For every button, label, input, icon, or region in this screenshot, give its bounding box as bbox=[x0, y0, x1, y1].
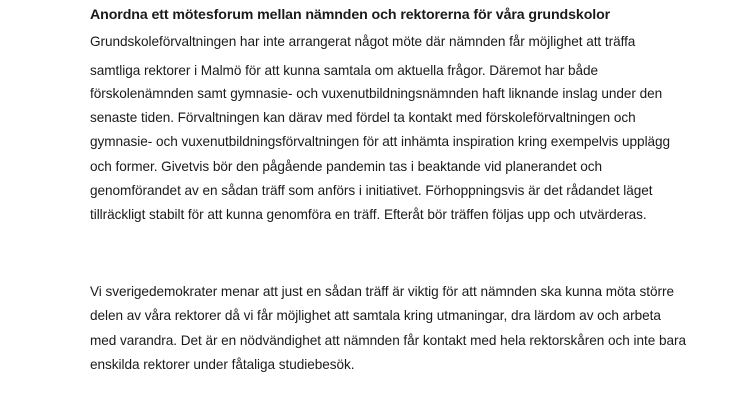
paragraph-line: delen av våra rektorer då vi får möjlighet att samtala kring utmaningar, dra lärdom av och arbeta bbox=[90, 308, 661, 323]
paragraph-line: Vi sverigedemokrater menar att just en sådan träff är viktig för att nämnden ska kunna möta större bbox=[90, 284, 674, 299]
paragraph-line: Grundskoleförvaltningen har inte arrangerat något möte där nämnden får möjlighet att träffa bbox=[90, 34, 636, 49]
paragraph-line: enskilda rektorer under fåtaliga studiebesök. bbox=[90, 357, 355, 372]
section-heading: Anordna ett mötesforum mellan nämnden och rektorerna för våra grundskolor bbox=[90, 7, 611, 23]
paragraph-line: och former. Givetvis bör den pågående pandemin tas i beaktande vid planerandet och bbox=[90, 159, 603, 174]
paragraph-line: förskolenämnden samt gymnasie- och vuxenutbildningsnämnden haft liknande inslag under den bbox=[90, 86, 663, 101]
paragraph-line: gymnasie- och vuxenutbildningsförvaltningen för att inhämta inspiration kring exempelvis upplägg bbox=[90, 134, 671, 149]
paragraph-line: genomförandet av en sådan träff som anförs i initiativet. Förhoppningsvis är det rådandet läget bbox=[90, 183, 653, 198]
paragraph-line: med varandra. Det är en nödvändighet att nämnden får kontakt med hela rektorskåren och inte bara bbox=[90, 333, 686, 348]
paragraph-line: senaste tiden. Förvaltningen kan därav med fördel ta kontakt med förskoleförvaltningen och bbox=[90, 110, 636, 125]
paragraph-line: samtliga rektorer i Malmö för att kunna samtala om aktuella frågor. Däremot har både bbox=[90, 63, 599, 78]
paragraph-line: tillräckligt stabilt för att kunna genomföra en träff. Efteråt bör träffen följas upp och utvärderas. bbox=[90, 207, 647, 222]
